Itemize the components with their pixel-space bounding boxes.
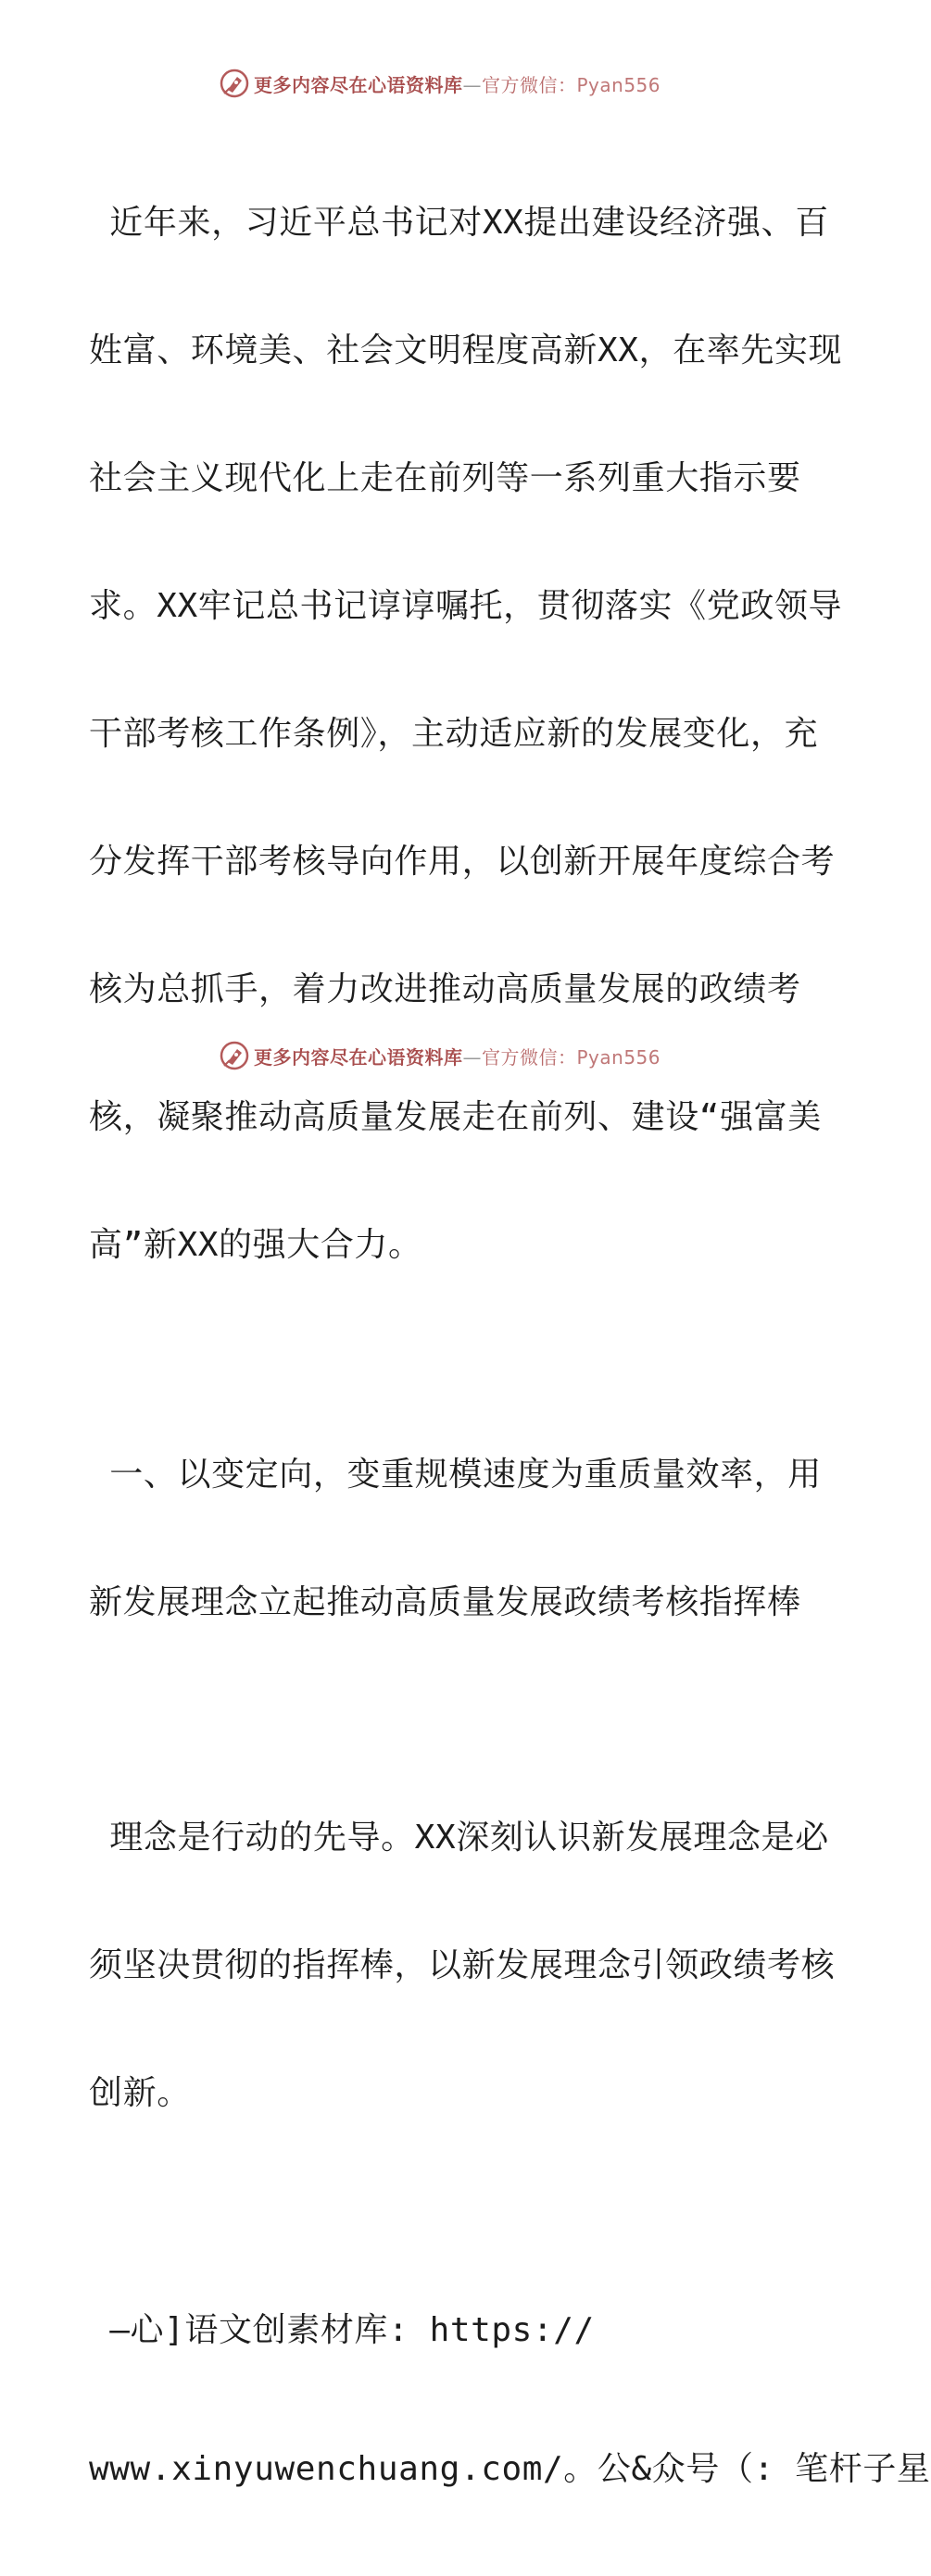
watermark-handle: Pyan556 bbox=[576, 73, 661, 96]
watermark-label: 官方微信： bbox=[482, 1045, 577, 1069]
source-note bbox=[89, 2224, 931, 2576]
paragraph-line: 理念是行动的先导。XX深刻认识新发展理念是必 bbox=[89, 1819, 829, 1857]
source-line: —心]语文创素材库: https:// bbox=[89, 2311, 595, 2349]
paragraph-line: 核，凝聚推动高质量发展走在前列、建设“强富美 bbox=[89, 1098, 822, 1136]
footer-watermark bbox=[219, 1039, 663, 1072]
watermark-dash: — bbox=[462, 73, 482, 96]
section-heading bbox=[89, 1369, 822, 1709]
paragraph-line: 干部考核工作条例》，主动适应新的发展变化，充 bbox=[89, 715, 819, 753]
watermark-text bbox=[254, 70, 661, 97]
body-paragraph bbox=[89, 1732, 836, 2200]
paragraph-line: 社会主义现代化上走在前列等一系列重大指示要 bbox=[89, 459, 801, 497]
pen-nib-logo-icon bbox=[219, 68, 250, 99]
header-watermark bbox=[219, 67, 663, 100]
document-body bbox=[89, 117, 931, 2576]
paragraph-line: 求。XX牢记总书记谆谆嘱托，贯彻落实《党政领导 bbox=[89, 587, 843, 625]
paragraph-line: 须坚决贯彻的指挥棒，以新发展理念引领政绩考核 bbox=[89, 1946, 836, 1984]
watermark-dash: — bbox=[462, 1045, 482, 1069]
intro-paragraph bbox=[89, 117, 843, 1352]
paragraph-line: 分发挥干部考核导向作用，以创新开展年度综合考 bbox=[89, 843, 836, 881]
paragraph-line: 近年来，习近平总书记对XX提出建设经济强、百 bbox=[89, 204, 829, 242]
paragraph-line: 姓富、环境美、社会文明程度高新XX，在率先实现 bbox=[89, 331, 843, 369]
watermark-label: 官方微信： bbox=[482, 73, 577, 96]
heading-line: 一、以变定向，变重规模速度为重质量效率，用 bbox=[89, 1456, 822, 1494]
heading-line: 新发展理念立起推动高质量发展政绩考核指挥棒 bbox=[89, 1583, 801, 1621]
pen-nib-logo-icon bbox=[219, 1040, 250, 1071]
paragraph-line: 创新。 bbox=[89, 2074, 191, 2112]
watermark-text bbox=[254, 1043, 661, 1069]
paragraph-line: 核为总抓手，着力改进推动高质量发展的政绩考 bbox=[89, 970, 801, 1008]
paragraph-line: 高”新XX的强大合力。 bbox=[89, 1226, 422, 1264]
watermark-strong-text: 更多内容尽在心语资料库 bbox=[254, 73, 463, 96]
source-line: www.xinyuwenchuang.com/。公&众号（: 笔杆子星 bbox=[89, 2450, 931, 2488]
watermark-strong-text: 更多内容尽在心语资料库 bbox=[254, 1045, 463, 1069]
watermark-handle: Pyan556 bbox=[576, 1045, 661, 1069]
